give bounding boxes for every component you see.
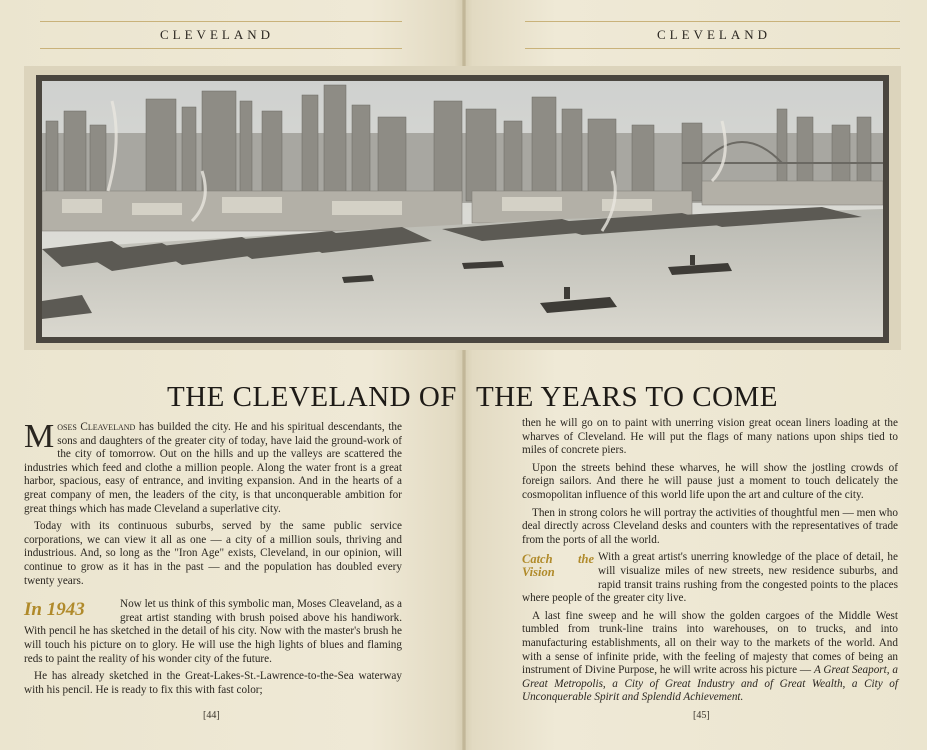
- illustration-plate: [24, 66, 901, 350]
- left-paragraph-4: He has already sketched in the Great-Lakes-St.-Lawrence-to-the-Sea waterway with his pencil. He is ready to fix this with fast color;: [24, 670, 402, 696]
- header-rule-left-bottom: [40, 48, 402, 49]
- running-header-right: CLEVELAND: [657, 27, 771, 42]
- left-column: [24, 418, 402, 697]
- right-paragraph-3: Then in strong colors he will portray the activities of thoughtful men — men who deal directly across Cleveland desks and counters with the representatives of trade from the ports of all the world.: [522, 506, 898, 546]
- page-number-left: [44]: [203, 710, 220, 721]
- chapter-title-right: THE YEARS TO COME: [476, 381, 779, 413]
- header-rule-right-bottom: [525, 48, 900, 49]
- right-paragraph-5-text: A last fine sweep and he will show the golden cargoes of the Middle West tumbled from trunk-line trains into warehouses, on to trucks, and into manufacturing establishments, all on their way to the markets of the world. And with a sense of infinite pride, with the feeling of majesty that comes of being an instrument of Divine Purpose, he will write across his picture —: [522, 609, 898, 677]
- right-paragraph-2: Upon the streets behind these wharves, he will show the jostling crowds of foreign sailors. And there he will pause just a moment to touch delicately the cosmopolitan influence of this world life upon the art and culture of the city.: [522, 461, 898, 501]
- chapter-title-left: THE CLEVELAND OF: [167, 381, 457, 413]
- right-paragraph-1: then he will go on to paint with unerring vision great ocean liners loading at the wharves of Cleveland. He will put the flags of many nations upon ships tied to miles of concrete piers.: [522, 417, 898, 457]
- side-heading-in-1943: In 1943: [24, 599, 85, 621]
- side-heading-catch-the-vision: Catch the Vision: [522, 552, 594, 580]
- name-smallcaps: oses Cleaveland: [57, 421, 136, 433]
- left-paragraph-1: [24, 418, 402, 516]
- right-column: [522, 417, 898, 705]
- header-rule-right-top: [525, 21, 900, 22]
- left-paragraph-1-text: has builded the city. He and his spiritual descendants, the sons and daughters of the greater city of today, have laid the ground-work of the city of tomorrow. Out on the hills and up the valleys are scattered the industries which feed and clothe a million people. Along the water front is a great harbor, spacious, easy of entrance, and inviting expansion. And in the hearts of a great company of men, the leaders of the city, is that unconquerable ambition for great things which has made Cleveland a superlative city.: [24, 421, 402, 515]
- harbor-skyline-illustration: [42, 81, 883, 337]
- left-paragraph-2: Today with its continuous suburbs, served by the same public service corporations, we can view it all as one — a city of a million souls, thriving and industrious. And, so long as the "Iron Age" exists, Cleveland, in our opinion, will continue to grow as it has in the past — and the population has doubled every twenty years.: [24, 520, 402, 587]
- left-paragraph-3-text: Now let us think of this symbolic man, Moses Cleaveland, as a great artist standing with brush poised above his handiwork. With pencil he has sketched in the detail of his city. Now with the master's brush he will touch his picture on to glory. He will use the high lights of blues and flaming reds to paint the reality of his wonder city of the future.: [24, 598, 402, 665]
- right-paragraph-5: [522, 610, 898, 705]
- right-paragraph-4: [522, 551, 898, 605]
- right-paragraph-4-text: With a great artist's unerring knowledge of the place of detail, he will visualize miles of new streets, new residence suburbs, and rapid transit trains rushing from the congested points to the places where people of the greater city live.: [522, 551, 898, 605]
- illustration-frame: [36, 75, 889, 343]
- drop-cap: M: [24, 418, 55, 455]
- running-header-left: CLEVELAND: [160, 27, 274, 42]
- closing-italic-phrase: A Great Seaport, a Great Metropolis, a City of Great Industry and of Great Wealth, a City of Unconquerable Spirit and Splendid Achievement.: [522, 664, 898, 704]
- page-number-right: [45]: [693, 710, 710, 721]
- header-rule-left-top: [40, 21, 402, 22]
- left-paragraph-3: [24, 598, 402, 666]
